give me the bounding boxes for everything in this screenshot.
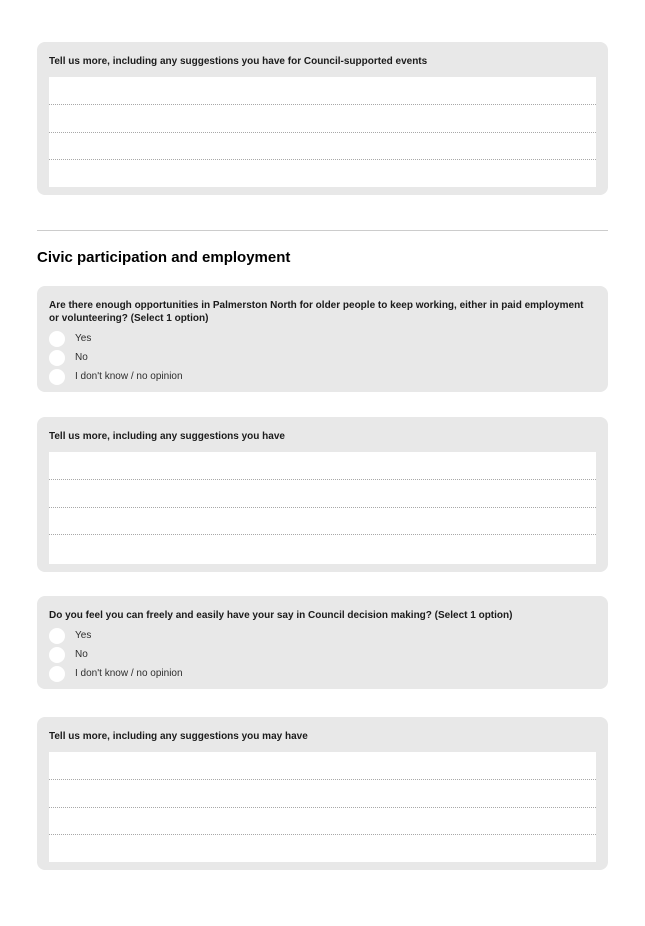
followup-opportunities-label: Tell us more, including any suggestions you have [49, 431, 285, 442]
question-opportunities-options [49, 329, 596, 386]
question-opportunities-label: Are there enough opportunities in Palmerston North for older people to keep working, either in paid employment or volunteering? (Select 1 option) [49, 300, 584, 324]
followup-opportunities-card [37, 417, 608, 572]
ruled-line [49, 807, 596, 808]
section-heading: Civic participation and employment [37, 249, 291, 266]
radio-button-icon[interactable] [49, 628, 65, 644]
radio-button-icon[interactable] [49, 331, 65, 347]
radio-option-no[interactable] [49, 348, 596, 367]
ruled-line [49, 507, 596, 508]
ruled-line [49, 479, 596, 480]
radio-button-icon[interactable] [49, 369, 65, 385]
radio-option-label: No [75, 649, 88, 660]
section-divider [37, 230, 608, 231]
followup-have-say-card [37, 717, 608, 870]
ruled-line [49, 534, 596, 535]
radio-option-label: I don't know / no opinion [75, 668, 183, 679]
radio-option-yes[interactable] [49, 329, 596, 348]
ruled-line [49, 159, 596, 160]
radio-button-icon[interactable] [49, 666, 65, 682]
ruled-line [49, 779, 596, 780]
radio-option-label: Yes [75, 333, 92, 344]
followup-have-say-text-input[interactable] [49, 752, 596, 862]
followup-have-say-label: Tell us more, including any suggestions you may have [49, 731, 308, 742]
ruled-line [49, 104, 596, 105]
followup-events-card [37, 42, 608, 195]
followup-opportunities-text-input[interactable] [49, 452, 596, 564]
radio-option-dont-know[interactable] [49, 367, 596, 386]
ruled-line [49, 132, 596, 133]
question-have-say-options [49, 626, 596, 683]
radio-button-icon[interactable] [49, 350, 65, 366]
radio-option-dont-know[interactable] [49, 664, 596, 683]
radio-option-label: I don't know / no opinion [75, 371, 183, 382]
question-opportunities-card [37, 286, 608, 392]
question-have-say-label: Do you feel you can freely and easily have your say in Council decision making? (Select 1 option) [49, 610, 513, 621]
ruled-line [49, 834, 596, 835]
radio-button-icon[interactable] [49, 647, 65, 663]
radio-option-label: No [75, 352, 88, 363]
radio-option-no[interactable] [49, 645, 596, 664]
radio-option-yes[interactable] [49, 626, 596, 645]
radio-option-label: Yes [75, 630, 92, 641]
followup-events-label: Tell us more, including any suggestions you have for Council-supported events [49, 56, 428, 67]
question-have-say-card [37, 596, 608, 689]
followup-events-text-input[interactable] [49, 77, 596, 187]
